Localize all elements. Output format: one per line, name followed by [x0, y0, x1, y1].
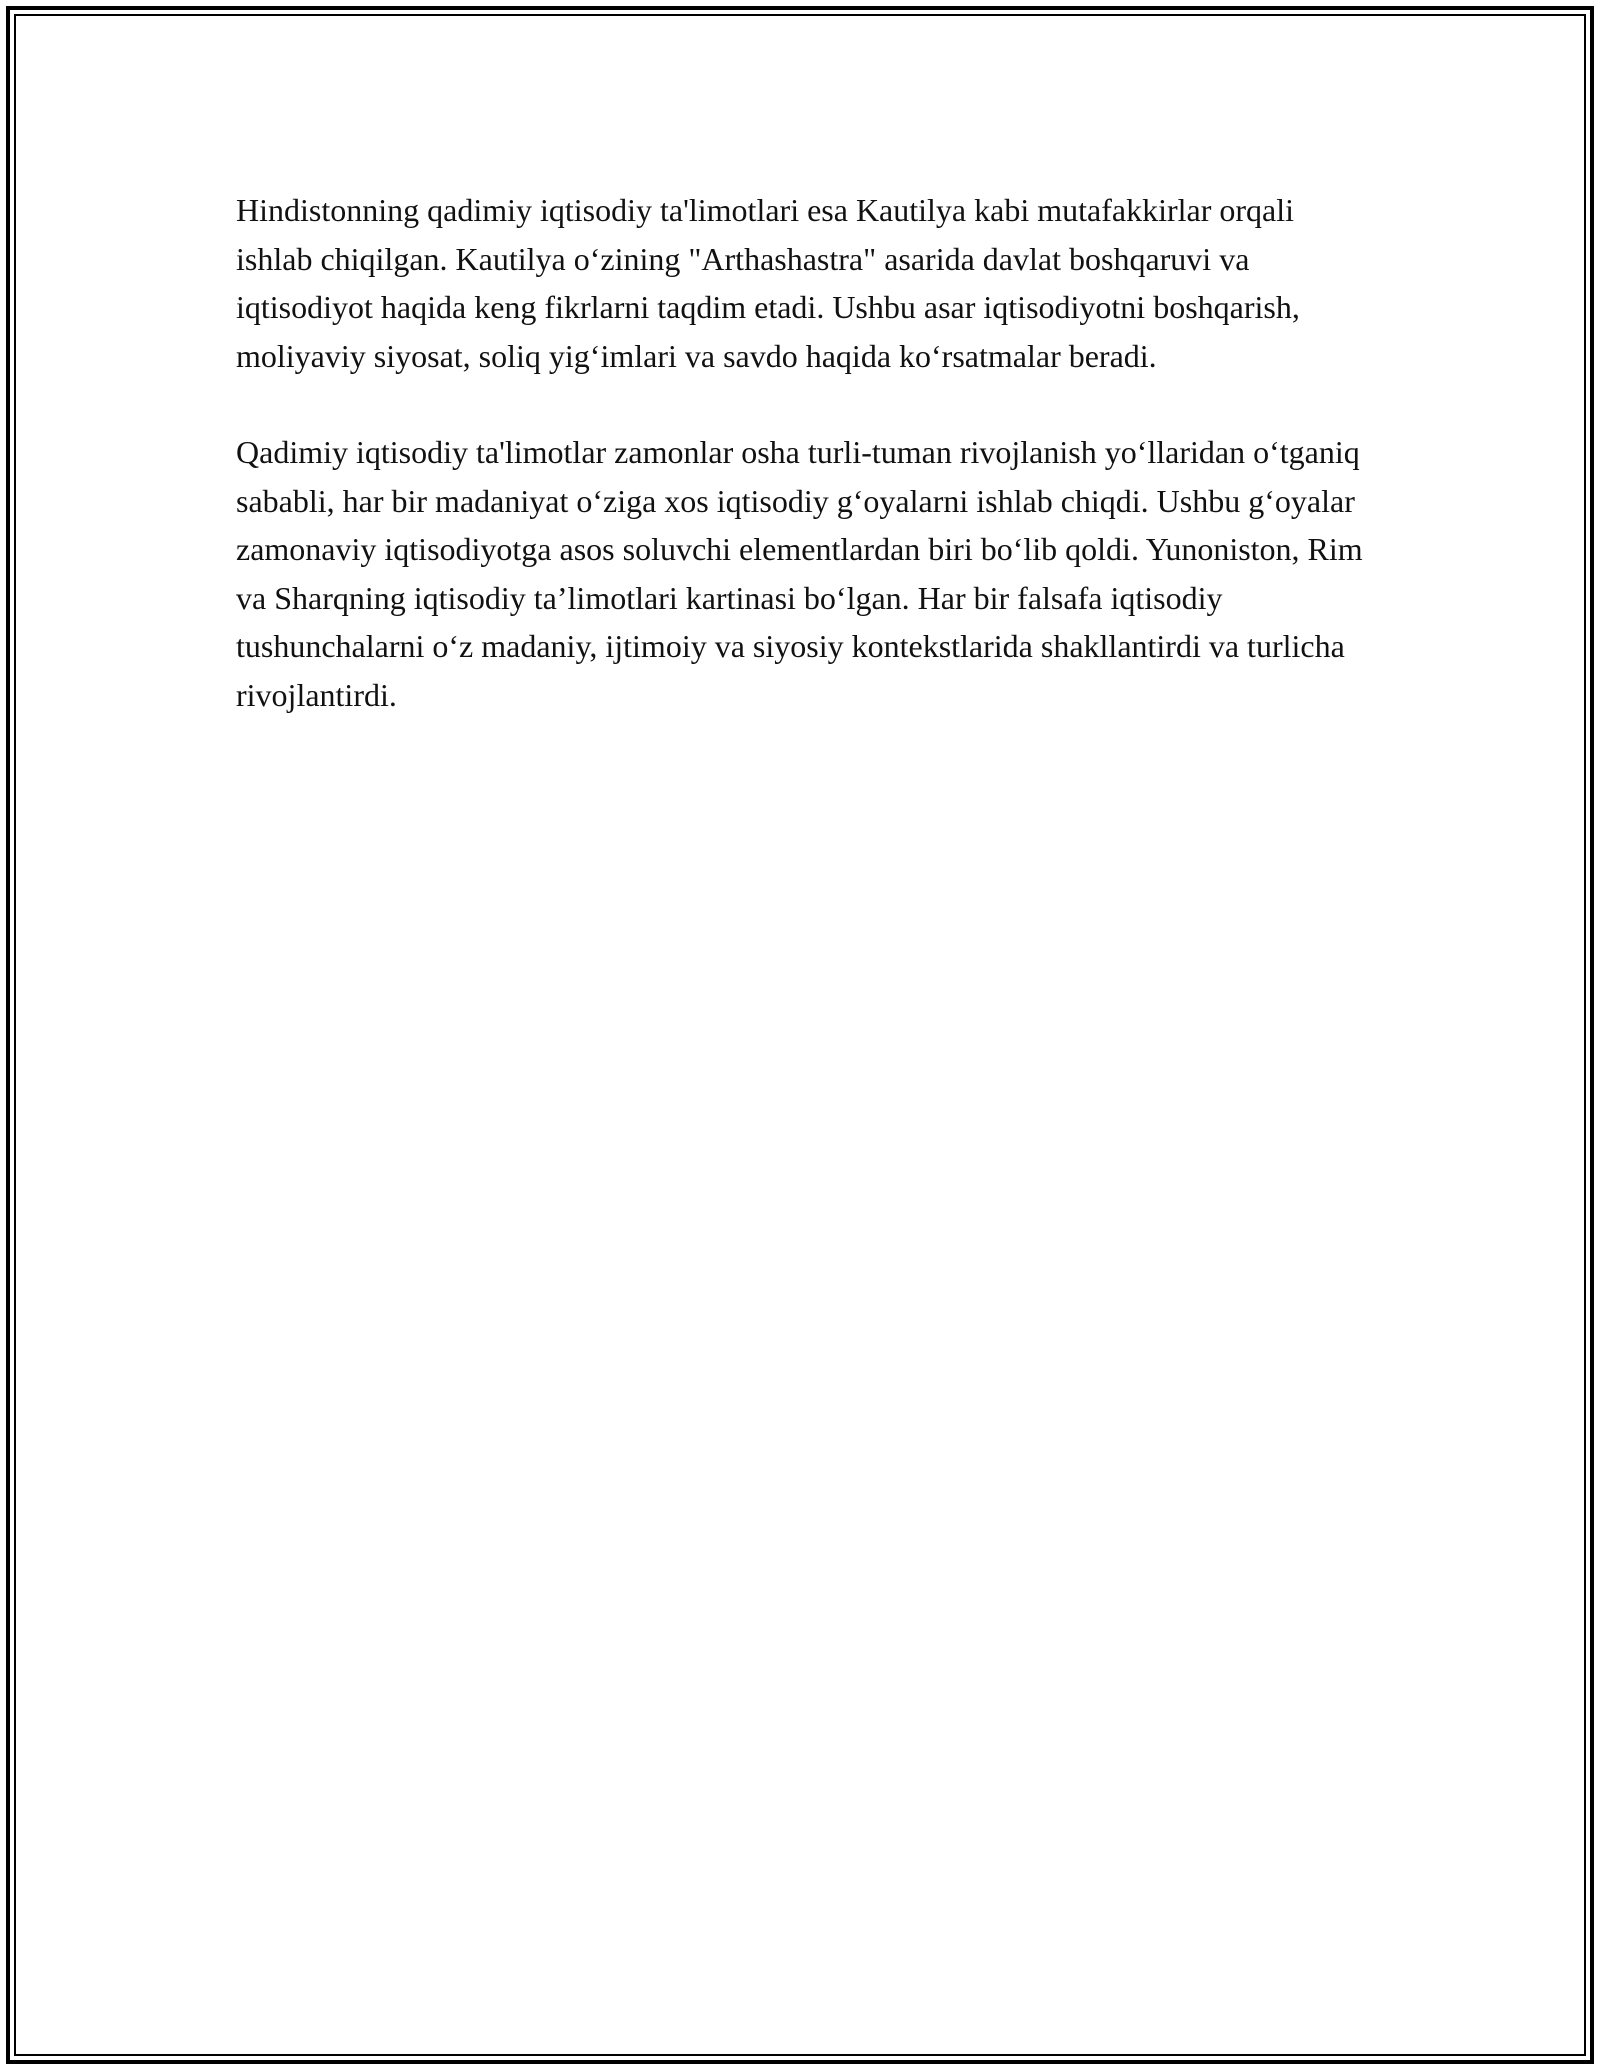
paragraph-1: Hindistonning qadimiy iqtisodiy ta'limotlari esa Kautilya kabi mutafakkirlar orqali ishlab chiqilgan. Kautilya o‘zining "Arthashastra" asarida davlat boshqaruvi va iqtisodiyot haqida keng fikrlarni taqdim etadi. Ushbu asar iqtisodiyotni boshqarish, moliyaviy siyosat, soliq yig‘imlari va savdo haqida ko‘rsatmalar beradi. — [236, 192, 1300, 374]
paragraph-2: Qadimiy iqtisodiy ta'limotlar zamonlar osha turli-tuman rivojlanish yo‘llaridan o‘tganiq sababli, har bir madaniyat o‘ziga xos iqtisodiy g‘oyalarni ishlab chiqdi. Ushbu g‘oyalar zamonaviy iqtisodiyotga asos soluvchi elementlardan biri bo‘lib qoldi. Yunoniston, Rim va Sharqning iqtisodiy ta’limotlari kartinasi bo‘lgan. Har bir falsafa iqtisodiy tushunchalarni o‘z madaniy, ijtimoiy va siyosiy kontekstlarida shakllantirdi va turlicha rivojlantirdi. — [236, 434, 1363, 713]
document-body — [236, 186, 1376, 767]
